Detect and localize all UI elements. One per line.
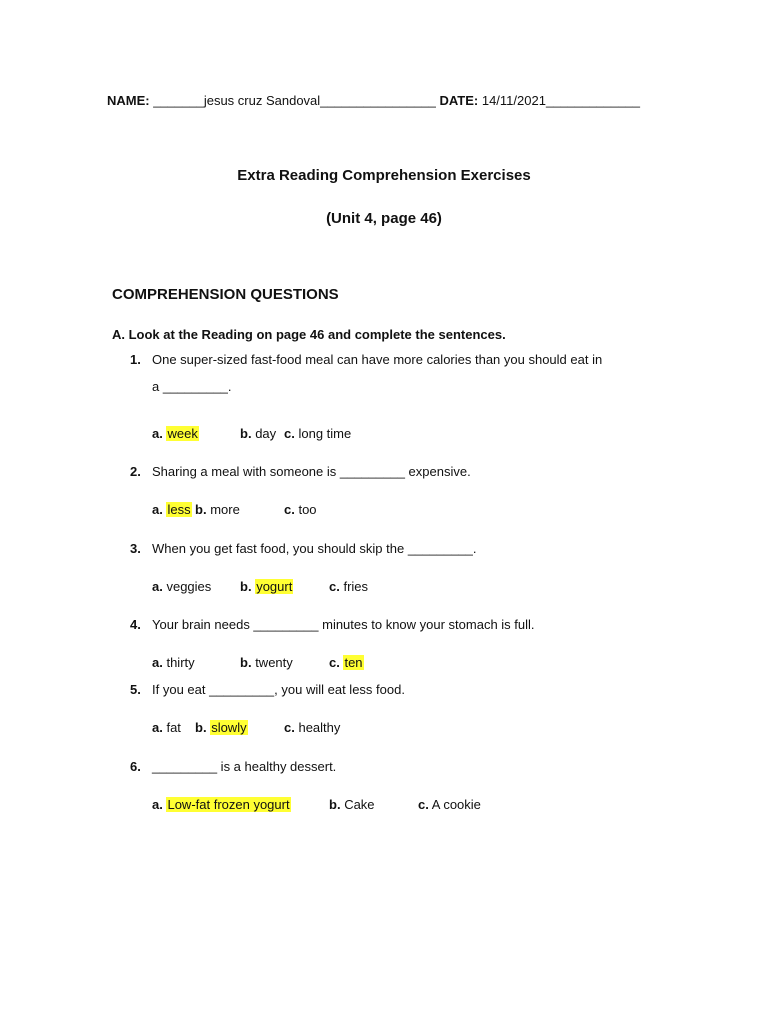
question-number: 5. — [130, 682, 141, 697]
instruction: A. Look at the Reading on page 46 and complete the sentences. — [112, 327, 506, 342]
option-2c — [284, 502, 317, 517]
question-2 — [130, 464, 471, 479]
option-3a — [152, 579, 211, 594]
option-text: yogurt — [256, 579, 293, 594]
question-6 — [130, 759, 336, 774]
question-5 — [130, 682, 405, 697]
option-text: twenty — [255, 655, 293, 670]
option-text: less — [167, 502, 191, 517]
option-text: veggies — [166, 579, 212, 594]
option-label: b. — [329, 797, 341, 812]
option-text: week — [167, 426, 198, 441]
option-1b — [240, 426, 276, 441]
question-number: 3. — [130, 541, 141, 556]
option-1c — [284, 426, 351, 441]
option-3b — [240, 579, 293, 594]
option-text: Cake — [344, 797, 375, 812]
question-4 — [130, 617, 535, 632]
option-label: b. — [240, 426, 252, 441]
option-2a — [152, 502, 192, 517]
option-text: slowly — [211, 720, 247, 735]
option-text: day — [255, 426, 277, 441]
question-text: When you get fast food, you should skip the _________. — [152, 541, 477, 556]
page-title: Extra Reading Comprehension Exercises — [237, 167, 531, 184]
option-5a — [152, 720, 181, 735]
option-label: a. — [152, 579, 163, 594]
date-label: DATE: — [439, 93, 479, 108]
option-label: a. — [152, 655, 163, 670]
question-text: One super-sized fast-food meal can have more calories than you should eat in — [152, 352, 603, 367]
question-text: _________ is a healthy dessert. — [152, 759, 337, 774]
option-label: c. — [284, 720, 295, 735]
question-1 — [130, 352, 602, 367]
option-label: b. — [195, 720, 207, 735]
option-4b — [240, 655, 293, 670]
option-text: Low-fat frozen yogurt — [167, 797, 290, 812]
option-6a — [152, 797, 291, 812]
option-text: fries — [343, 579, 369, 594]
option-2b — [195, 502, 240, 517]
option-6b — [329, 797, 375, 812]
question-number: 4. — [130, 617, 141, 632]
option-4c — [329, 655, 364, 670]
option-label: a. — [152, 720, 163, 735]
question-1-continuation: a _________. — [152, 379, 232, 394]
option-label: b. — [240, 579, 252, 594]
question-number: 1. — [130, 352, 141, 367]
question-text: If you eat _________, you will eat less food. — [152, 682, 405, 697]
option-6c — [418, 797, 481, 812]
page-subtitle: (Unit 4, page 46) — [326, 210, 442, 227]
option-text: long time — [298, 426, 352, 441]
option-label: c. — [329, 579, 340, 594]
option-label: c. — [284, 426, 295, 441]
option-text: ten — [344, 655, 363, 670]
header-line — [107, 93, 640, 108]
option-label: c. — [418, 797, 429, 812]
option-label: b. — [195, 502, 207, 517]
option-text: A cookie — [431, 797, 481, 812]
section-heading: COMPREHENSION QUESTIONS — [112, 286, 339, 303]
question-text: Your brain needs _________ minutes to know your stomach is full. — [152, 617, 535, 632]
option-5c — [284, 720, 340, 735]
option-text: healthy — [298, 720, 341, 735]
option-label: a. — [152, 426, 163, 441]
option-label: c. — [329, 655, 340, 670]
option-label: c. — [284, 502, 295, 517]
question-number: 2. — [130, 464, 141, 479]
option-3c — [329, 579, 368, 594]
name-label: NAME: — [107, 93, 150, 108]
option-4a — [152, 655, 195, 670]
option-label: a. — [152, 797, 163, 812]
option-text: thirty — [166, 655, 195, 670]
option-text: too — [298, 502, 317, 517]
name-value: _______jesus cruz Sandoval________________ — [149, 93, 440, 108]
option-text: fat — [166, 720, 181, 735]
option-label: b. — [240, 655, 252, 670]
option-1a — [152, 426, 199, 441]
question-text: Sharing a meal with someone is _________ expensive. — [152, 464, 471, 479]
question-3 — [130, 541, 477, 556]
option-text: more — [210, 502, 240, 517]
option-label: a. — [152, 502, 163, 517]
date-value: 14/11/2021_____________ — [478, 93, 640, 108]
option-5b — [195, 720, 248, 735]
question-number: 6. — [130, 759, 141, 774]
